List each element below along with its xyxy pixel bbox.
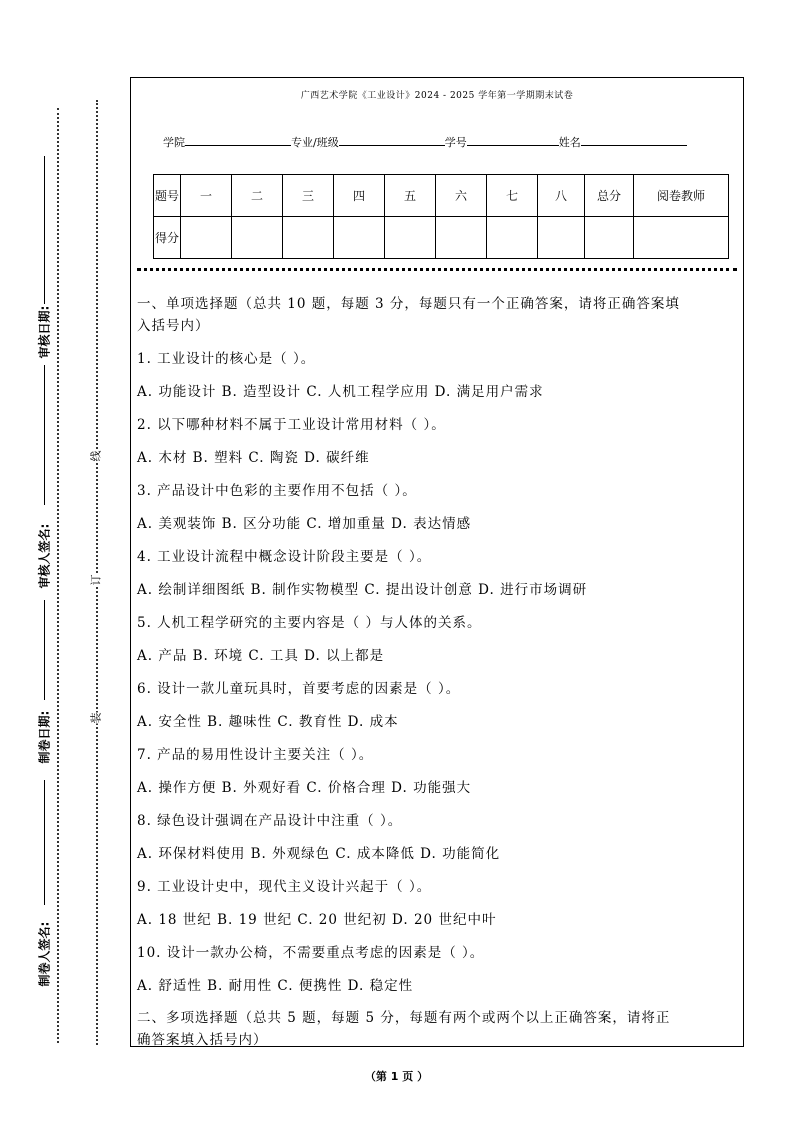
col-7: 七 [487, 175, 538, 217]
cut-dotted-line [96, 100, 98, 1045]
major-label: 专业/班级 [291, 136, 339, 149]
section2-heading-2: 确答案填入括号内） [137, 1032, 268, 1048]
reviewer-sign-line [44, 365, 45, 505]
preparer-sign-line [44, 780, 45, 905]
question-1: 1. 工业设计的核心是（ ）。 [137, 351, 316, 367]
row-label-score: 得分 [154, 217, 181, 259]
col-1: 一 [181, 175, 232, 217]
review-date-label: 审核日期: [37, 305, 52, 359]
review-date-line [44, 156, 45, 304]
options-5: A. 产品 B. 环境 C. 工具 D. 以上都是 [137, 648, 385, 664]
score-cell[interactable] [181, 217, 232, 259]
question-4: 4. 工业设计流程中概念设计阶段主要是（ ）。 [137, 549, 432, 565]
col-3: 三 [283, 175, 334, 217]
score-cell[interactable] [436, 217, 487, 259]
preparer-sign-label: 制卷人签名: [37, 921, 52, 987]
college-field[interactable] [185, 135, 291, 146]
score-cell[interactable] [232, 217, 283, 259]
id-label: 学号 [444, 136, 467, 149]
question-6: 6. 设计一款儿童玩具时，首要考虑的因素是（ ）。 [137, 681, 461, 697]
section1-heading-2: 入括号内） [137, 318, 210, 334]
cut-mark-bind: 订 [89, 574, 103, 586]
options-1: A. 功能设计 B. 造型设计 C. 人机工程学应用 D. 满足用户需求 [137, 384, 544, 400]
score-cell[interactable] [334, 217, 385, 259]
exam-frame [130, 77, 744, 1047]
reviewer-sign-label: 审核人签名: [37, 523, 52, 589]
score-cell[interactable] [487, 217, 538, 259]
options-8: A. 环保材料使用 B. 外观绿色 C. 成本降低 D. 功能简化 [137, 846, 501, 862]
score-cell[interactable] [585, 217, 634, 259]
score-cell[interactable] [538, 217, 585, 259]
page-title: 广西艺术学院《工业设计》2024 - 2025 学年第一学期期末试卷 [300, 91, 574, 101]
prepare-date-label: 制卷日期: [37, 710, 52, 764]
question-3: 3. 产品设计中色彩的主要作用不包括（ ）。 [137, 483, 417, 499]
col-6: 六 [436, 175, 487, 217]
options-10: A. 舒适性 B. 耐用性 C. 便携性 D. 稳定性 [137, 978, 414, 994]
score-cell[interactable] [283, 217, 334, 259]
major-field[interactable] [339, 135, 445, 146]
question-5: 5. 人机工程学研究的主要内容是（ ）与人体的关系。 [137, 615, 482, 631]
col-5: 五 [385, 175, 436, 217]
college-label: 学院 [163, 136, 185, 149]
col-2: 二 [232, 175, 283, 217]
question-2: 2. 以下哪种材料不属于工业设计常用材料（ ）。 [137, 417, 446, 433]
col-total: 总分 [585, 175, 634, 217]
score-table [153, 174, 729, 259]
student-info [163, 134, 687, 150]
question-10: 10. 设计一款办公椅，不需要重点考虑的因素是（ ）。 [137, 945, 485, 961]
question-8: 8. 绿色设计强调在产品设计中注重（ ）。 [137, 813, 403, 829]
section1-heading-1: 一、单项选择题（总共 10 题，每题 3 分，每题只有一个正确答案，请将正确答案填 [137, 296, 680, 312]
score-cell[interactable] [385, 217, 436, 259]
id-field[interactable] [467, 135, 559, 146]
options-6: A. 安全性 B. 趣味性 C. 教育性 D. 成本 [137, 714, 399, 730]
col-8: 八 [538, 175, 585, 217]
score-table-score-row [154, 217, 729, 259]
row-label-question-no: 题号 [154, 175, 181, 217]
section2-heading-1: 二、多项选择题（总共 5 题，每题 5 分，每题有两个或两个以上正确答案，请将正 [137, 1010, 671, 1026]
options-3: A. 美观装饰 B. 区分功能 C. 增加重量 D. 表达情感 [137, 516, 472, 532]
score-cell[interactable] [634, 217, 729, 259]
cut-mark-seal: 装 [89, 712, 103, 724]
left-dotted-line [57, 108, 59, 1043]
options-7: A. 操作方便 B. 外观好看 C. 价格合理 D. 功能强大 [137, 780, 472, 796]
question-7: 7. 产品的易用性设计主要关注（ ）。 [137, 747, 374, 763]
options-2: A. 木材 B. 塑料 C. 陶瓷 D. 碳纤维 [137, 450, 370, 466]
cut-mark-line: 线 [89, 450, 103, 462]
options-4: A. 绘制详细图纸 B. 制作实物模型 C. 提出设计创意 D. 进行市场调研 [137, 582, 588, 598]
page-number: （第 1 页 ） [364, 1070, 429, 1083]
col-grader: 阅卷教师 [634, 175, 729, 217]
score-table-header-row [154, 175, 729, 217]
options-9: A. 18 世纪 B. 19 世纪 C. 20 世纪初 D. 20 世纪中叶 [137, 912, 497, 928]
dotted-separator [137, 268, 737, 271]
name-field[interactable] [581, 135, 687, 146]
question-9: 9. 工业设计史中，现代主义设计兴起于（ ）。 [137, 879, 432, 895]
col-4: 四 [334, 175, 385, 217]
prepare-date-line [44, 600, 45, 700]
name-label: 姓名 [558, 136, 581, 149]
